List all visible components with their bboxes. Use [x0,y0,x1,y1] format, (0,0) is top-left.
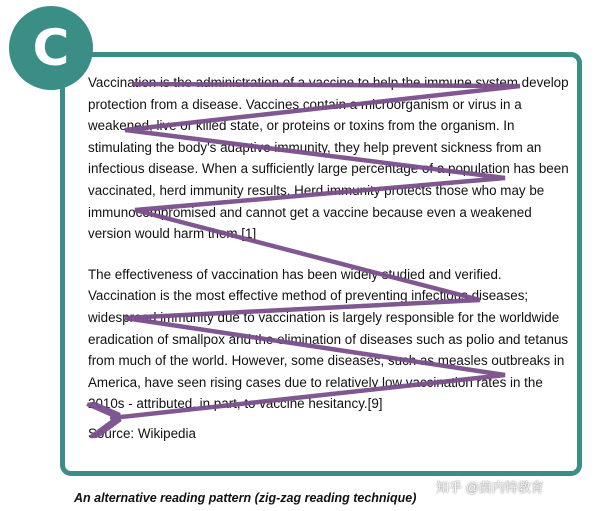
figure-caption: An alternative reading pattern (zig-zag reading technique) [74,491,417,505]
watermark-text: 知乎 @茵内特教育 [436,480,544,495]
article-text [88,72,570,445]
paragraph-2: The effectiveness of vaccination has been widely studied and verified. Vaccination is the most effective method of preventing infectious diseases; widespread immunity due to vaccination is largely responsible for the worldwide eradication of smallpox and the elimination of diseases such as polio and tetanus from much of the world. However, some diseases, such as measles outbreaks in America, have seen rising cases due to relatively low vaccination rates in the 2010s - attributed, in part, to vaccine hesitancy.[9] [88,266,569,412]
badge-letter: C [9,6,93,90]
paragraph-1: Vaccination is the administration of a vaccine to help the immune system develop protection from a disease. Vaccines contain a microorganism or virus in a weakened, live or killed state, or proteins or toxins from the organism. In stimulating the body's adaptive immunity, they help prevent sickness from an infectious disease. When a sufficiently large percentage of a population has been vaccinated, herd immunity results. Herd immunity protects those who may be immunocompromised and cannot get a vaccine because even a weakened version would harm them.[1] [88,75,569,242]
source-line: Source: Wikipedia [88,425,196,441]
